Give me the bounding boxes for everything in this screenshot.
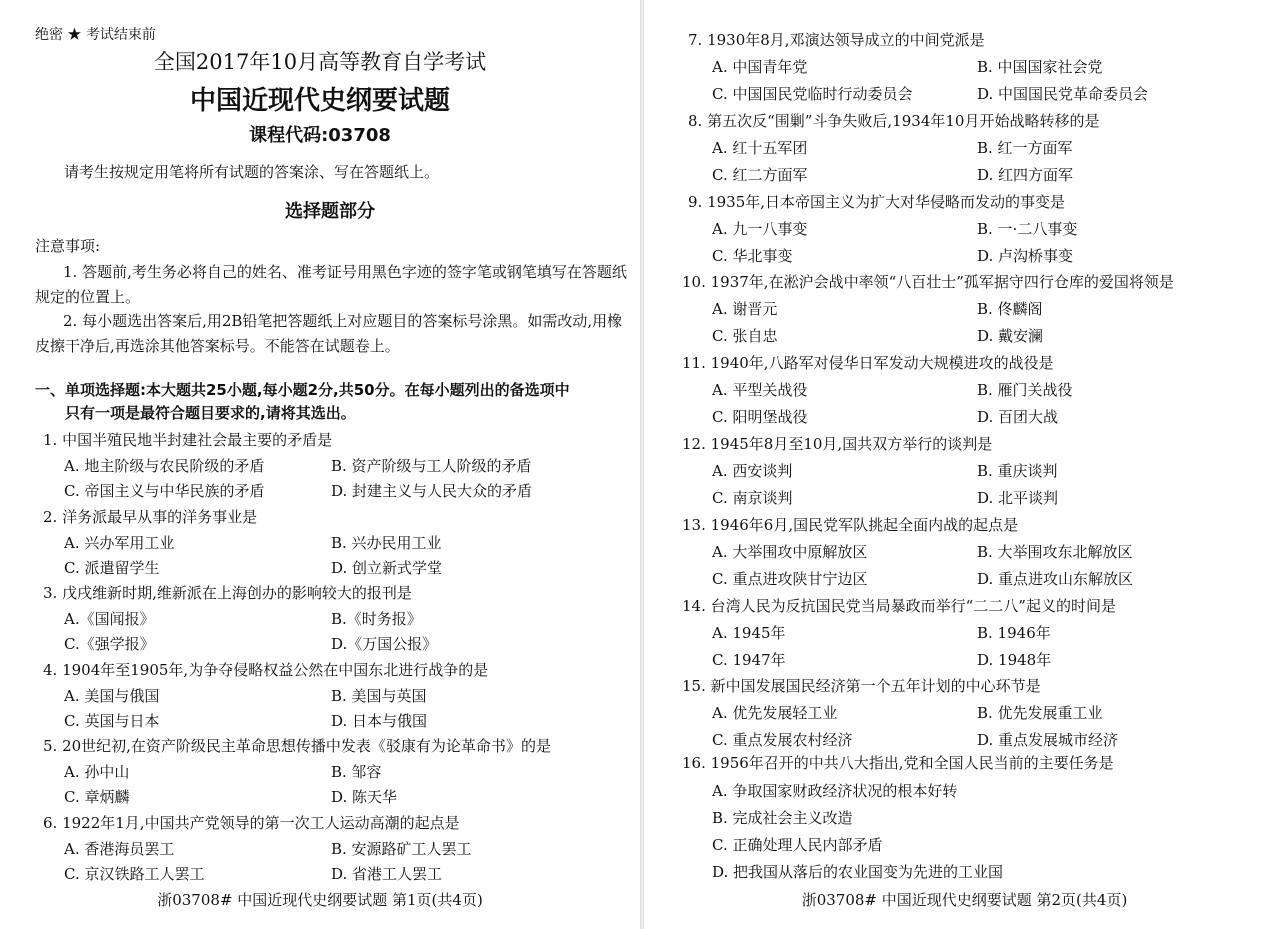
- option-b: B. 兴办民用工业: [331, 533, 442, 552]
- option-a: A. 1945年: [712, 623, 786, 642]
- question-stem: 1. 中国半殖民地半封建社会最主要的矛盾是: [43, 431, 333, 449]
- option-b: B. 资产阶级与工人阶级的矛盾: [331, 457, 532, 475]
- notice-item-2: 2. 每小题选出答案后,用2B铅笔把答题纸上对应题目的答案标号涂黑。如需改动,用橡皮擦干净后,再选涂其他答案标号。不能答在试题卷上。: [35, 312, 623, 355]
- option-a: A. 平型关战役: [712, 381, 808, 400]
- section-title: 选择题部分: [285, 201, 375, 222]
- question-stem: 3. 戊戌维新时期,维新派在上海创办的影响较大的报刊是: [43, 584, 412, 602]
- course-code: 课程代码:03708: [249, 125, 391, 146]
- option-d: D. 陈天华: [331, 788, 398, 806]
- option-a: A. 西安谈判: [712, 462, 793, 480]
- option-a: A. 优先发展轻工业: [712, 704, 838, 723]
- option-c: C. 帝国主义与中华民族的矛盾: [64, 482, 265, 500]
- option-c: C.《强学报》: [64, 635, 155, 653]
- option-b: B. 重庆谈判: [977, 462, 1058, 480]
- option-d: D. 重点进攻山东解放区: [977, 569, 1134, 588]
- option-b: B. 邹容: [331, 763, 382, 781]
- option-b: B.《时务报》: [331, 610, 422, 628]
- option-a: A. 谢晋元: [712, 300, 778, 319]
- option-b: B. 红一方面军: [977, 138, 1073, 157]
- option-b: B. 安源路矿工人罢工: [331, 839, 472, 858]
- question-stem: 9. 1935年,日本帝国主义为扩大对华侵略而发动的事变是: [688, 192, 1066, 211]
- option-b: B. 一·二八事变: [977, 219, 1078, 238]
- question-stem: 7. 1930年8月,邓演达领导成立的中间党派是: [688, 31, 985, 49]
- option-d: D. 封建主义与人民大众的矛盾: [331, 482, 533, 500]
- notice-item-1: 1. 答题前,考生务必将自己的姓名、准考证号用黑色字迹的签字笔或钢笔填写在答题纸规定的位置上。: [35, 263, 627, 306]
- question-stem: 6. 1922年1月,中国共产党领导的第一次工人运动高潮的起点是: [43, 813, 460, 832]
- question-stem: 16. 1956年召开的中共八大指出,党和全国人民当前的主要任务是: [682, 754, 1114, 772]
- option-d: D. 中国国民党革命委员会: [977, 85, 1149, 103]
- option-c: C. 红二方面军: [712, 165, 808, 184]
- question-stem: 4. 1904年至1905年,为争夺侵略权益公然在中国东北进行战争的是: [43, 660, 489, 679]
- question-stem: 11. 1940年,八路军对侵华日军发动大规模进攻的战役是: [682, 354, 1054, 373]
- option-a: A. 争取国家财政经济状况的根本好转: [712, 782, 958, 800]
- option-d: D. 百团大战: [977, 408, 1059, 427]
- option-b: B. 大举围攻东北解放区: [977, 542, 1133, 561]
- option-c: C. 派遣留学生: [64, 558, 160, 577]
- question-stem: 5. 20世纪初,在资产阶级民主革命思想传播中发表《驳康有为论革命书》的是: [43, 737, 551, 755]
- option-b: B. 雁门关战役: [977, 381, 1073, 400]
- exam-title: 全国2017年10月高等教育自学考试: [153, 50, 487, 74]
- option-a: A. 红十五军团: [712, 138, 808, 157]
- option-b: B. 完成社会主义改造: [712, 809, 853, 827]
- page-footer: 浙03708# 中国近现代史纲要试题 第2页(共4页): [801, 891, 1128, 909]
- option-a: A. 香港海员罢工: [64, 839, 175, 858]
- option-d: D. 重点发展城市经济: [977, 731, 1119, 750]
- question-stem: 15. 新中国发展国民经济第一个五年计划的中心环节是: [682, 677, 1041, 696]
- option-c: C. 阳明堡战役: [712, 408, 808, 427]
- option-d: D. 日本与俄国: [331, 711, 428, 730]
- option-d: D. 红四方面军: [977, 165, 1074, 184]
- option-b: B. 优先发展重工业: [977, 704, 1103, 723]
- part-heading-line-2: 只有一项是最符合题目要求的,请将其选出。: [65, 404, 356, 422]
- option-d: D. 1948年: [977, 650, 1052, 669]
- question-stem: 14. 台湾人民为反抗国民党当局暴政而举行“二二八”起义的时间是: [682, 596, 1116, 615]
- option-a: A. 美国与俄国: [64, 686, 160, 705]
- option-a: A.《国闻报》: [64, 610, 155, 628]
- option-a: A. 兴办军用工业: [64, 533, 175, 552]
- exam-page-1: [0, 0, 640, 929]
- option-c: C. 章炳麟: [64, 788, 130, 806]
- part-heading-line-1: 一、单项选择题:本大题共25小题,每小题2分,共50分。在每小题列出的备选项中: [35, 381, 570, 399]
- option-a: A. 大举围攻中原解放区: [712, 542, 868, 561]
- option-c: C. 中国国民党临时行动委员会: [712, 85, 913, 103]
- question-stem: 13. 1946年6月,国民党军队挑起全面内战的起点是: [682, 515, 1019, 534]
- option-c: C. 重点发展农村经济: [712, 731, 853, 750]
- option-c: C. 张自忠: [712, 327, 778, 346]
- option-b: B. 1946年: [977, 623, 1051, 642]
- option-c: C. 正确处理人民内部矛盾: [712, 836, 883, 854]
- option-c: C. 1947年: [712, 650, 786, 669]
- option-c: C. 华北事变: [712, 246, 793, 265]
- option-d: D. 把我国从落后的农业国变为先进的工业国: [712, 863, 1004, 881]
- option-a: A. 九一八事变: [712, 219, 808, 238]
- option-d: D. 省港工人罢工: [331, 864, 443, 883]
- question-stem: 10. 1937年,在淞沪会战中率领“八百壮士”孤军据守四行仓库的爱国将领是: [682, 273, 1174, 292]
- question-stem: 12. 1945年8月至10月,国共双方举行的谈判是: [682, 435, 993, 453]
- question-stem: 2. 洋务派最早从事的洋务事业是: [43, 507, 258, 526]
- confidential-label: 绝密 ★ 考试结束前: [35, 27, 156, 43]
- page-footer: 浙03708# 中国近现代史纲要试题 第1页(共4页): [157, 891, 483, 909]
- option-a: A. 孙中山: [64, 763, 130, 781]
- option-a: A. 地主阶级与农民阶级的矛盾: [64, 457, 265, 475]
- option-d: D. 戴安澜: [977, 327, 1044, 346]
- option-a: A. 中国青年党: [712, 58, 808, 76]
- option-d: D. 北平谈判: [977, 489, 1059, 507]
- option-b: B. 佟麟阁: [977, 300, 1043, 319]
- paper-title: 中国近现代史纲要试题: [189, 86, 450, 116]
- exam-page-2: [644, 0, 1285, 929]
- option-d: D. 创立新式学堂: [331, 558, 443, 577]
- option-b: B. 中国国家社会党: [977, 58, 1103, 76]
- option-c: C. 重点进攻陕甘宁边区: [712, 569, 868, 588]
- question-stem: 8. 第五次反“围剿”斗争失败后,1934年10月开始战略转移的是: [688, 111, 1100, 130]
- option-b: B. 美国与英国: [331, 686, 427, 705]
- option-d: D.《万国公报》: [331, 635, 438, 653]
- notice-heading: 注意事项:: [35, 237, 101, 255]
- part-heading: [35, 379, 625, 425]
- option-d: D. 卢沟桥事变: [977, 246, 1074, 265]
- option-c: C. 京汉铁路工人罢工: [64, 864, 205, 883]
- answer-instruction: 请考生按规定用笔将所有试题的答案涂、写在答题纸上。: [64, 163, 440, 181]
- option-c: C. 英国与日本: [64, 711, 160, 730]
- option-c: C. 南京谈判: [712, 489, 793, 507]
